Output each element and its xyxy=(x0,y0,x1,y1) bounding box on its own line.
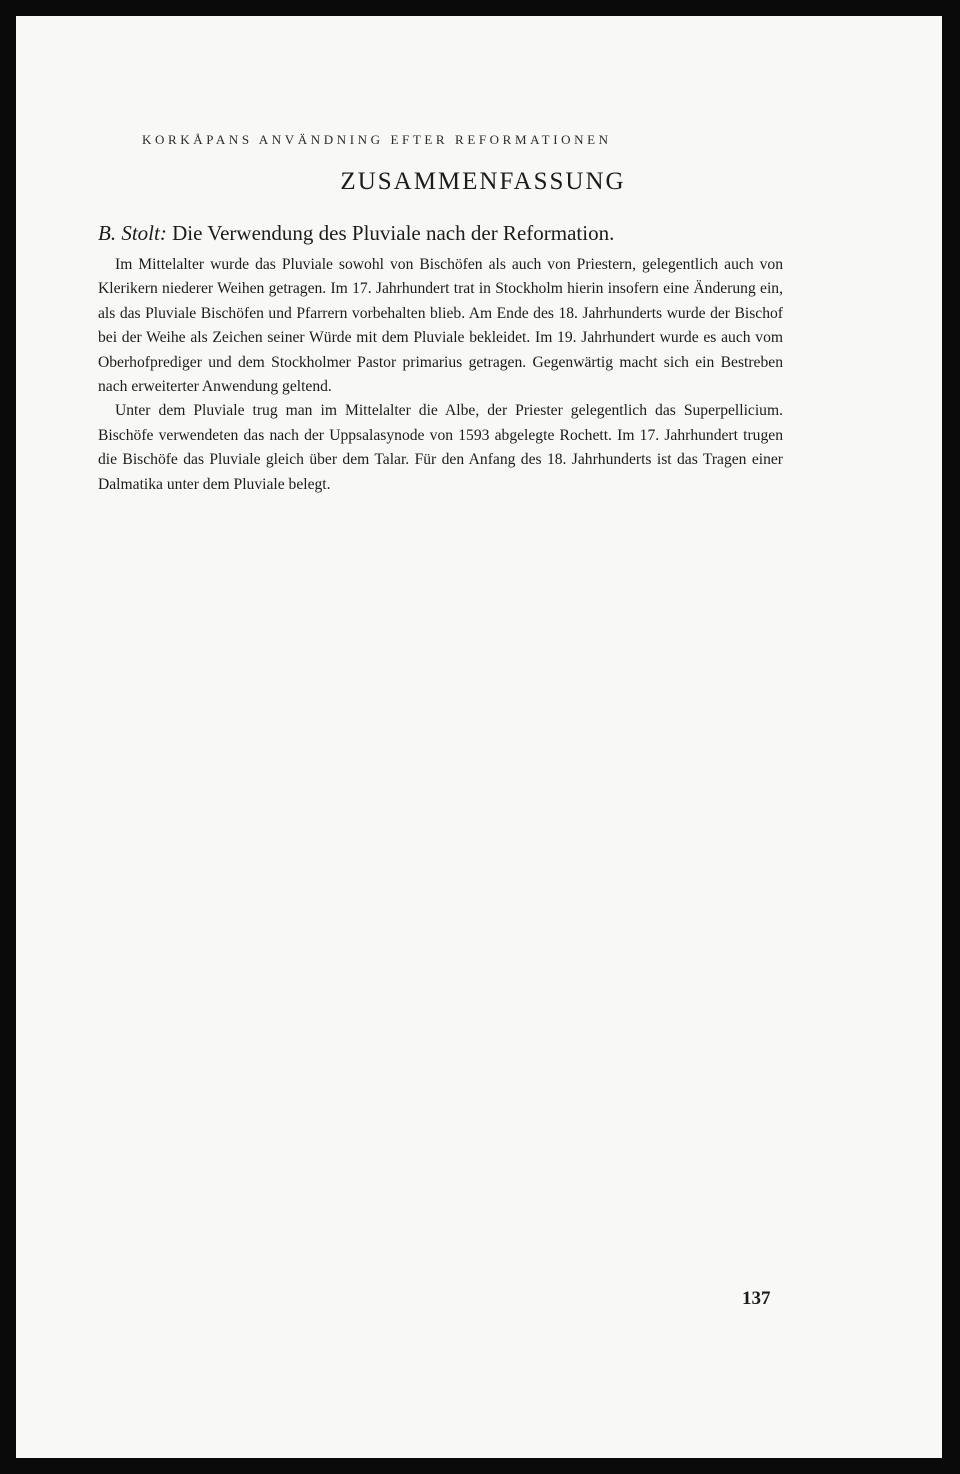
byline xyxy=(98,221,614,246)
paragraph: Im Mittelalter wurde das Pluviale sowohl von Bischöfen als auch von Priestern, gelegentlich auch von Klerikern niederer Weihen getragen. Im 17. Jahrhundert trat in Stockholm hierin insofern eine Änderung ein, als das Pluviale Bischöfen und Pfarrern vorbehalten blieb. Am Ende des 18. Jahrhunderts wurde der Bischof bei der Weihe als Zeichen seiner Würde mit dem Pluviale bekleidet. Im 19. Jahrhundert wurde es auch vom Oberhofprediger und dem Stockholmer Pastor primarius getragen. Gegenwärtig macht sich ein Bestreben nach erweiterter Anwendung geltend. xyxy=(98,256,783,396)
running-head: KORKÅPANS ANVÄNDNING EFTER REFORMATIONEN xyxy=(142,132,612,147)
paragraph: Unter dem Pluviale trug man im Mittelalter die Albe, der Priester gelegentlich das Superpellicium. Bischöfe verwendeten das nach der Uppsalasynode von 1593 abgelegte Rochett. Im 17. Jahrhundert trugen die Bischöfe das Pluviale gleich über dem Talar. Für den Anfang des 18. Jahrhunderts ist das Tragen einer Dalmatika unter dem Pluviale belegt. xyxy=(98,402,783,493)
page-title: ZUSAMMENFASSUNG xyxy=(340,168,626,195)
page-number: 137 xyxy=(742,1288,771,1309)
body-text xyxy=(98,253,783,497)
byline-text: Die Verwendung des Pluviale nach der Reformation. xyxy=(166,221,615,245)
page xyxy=(16,16,942,1458)
byline-author: B. Stolt: xyxy=(98,221,167,245)
